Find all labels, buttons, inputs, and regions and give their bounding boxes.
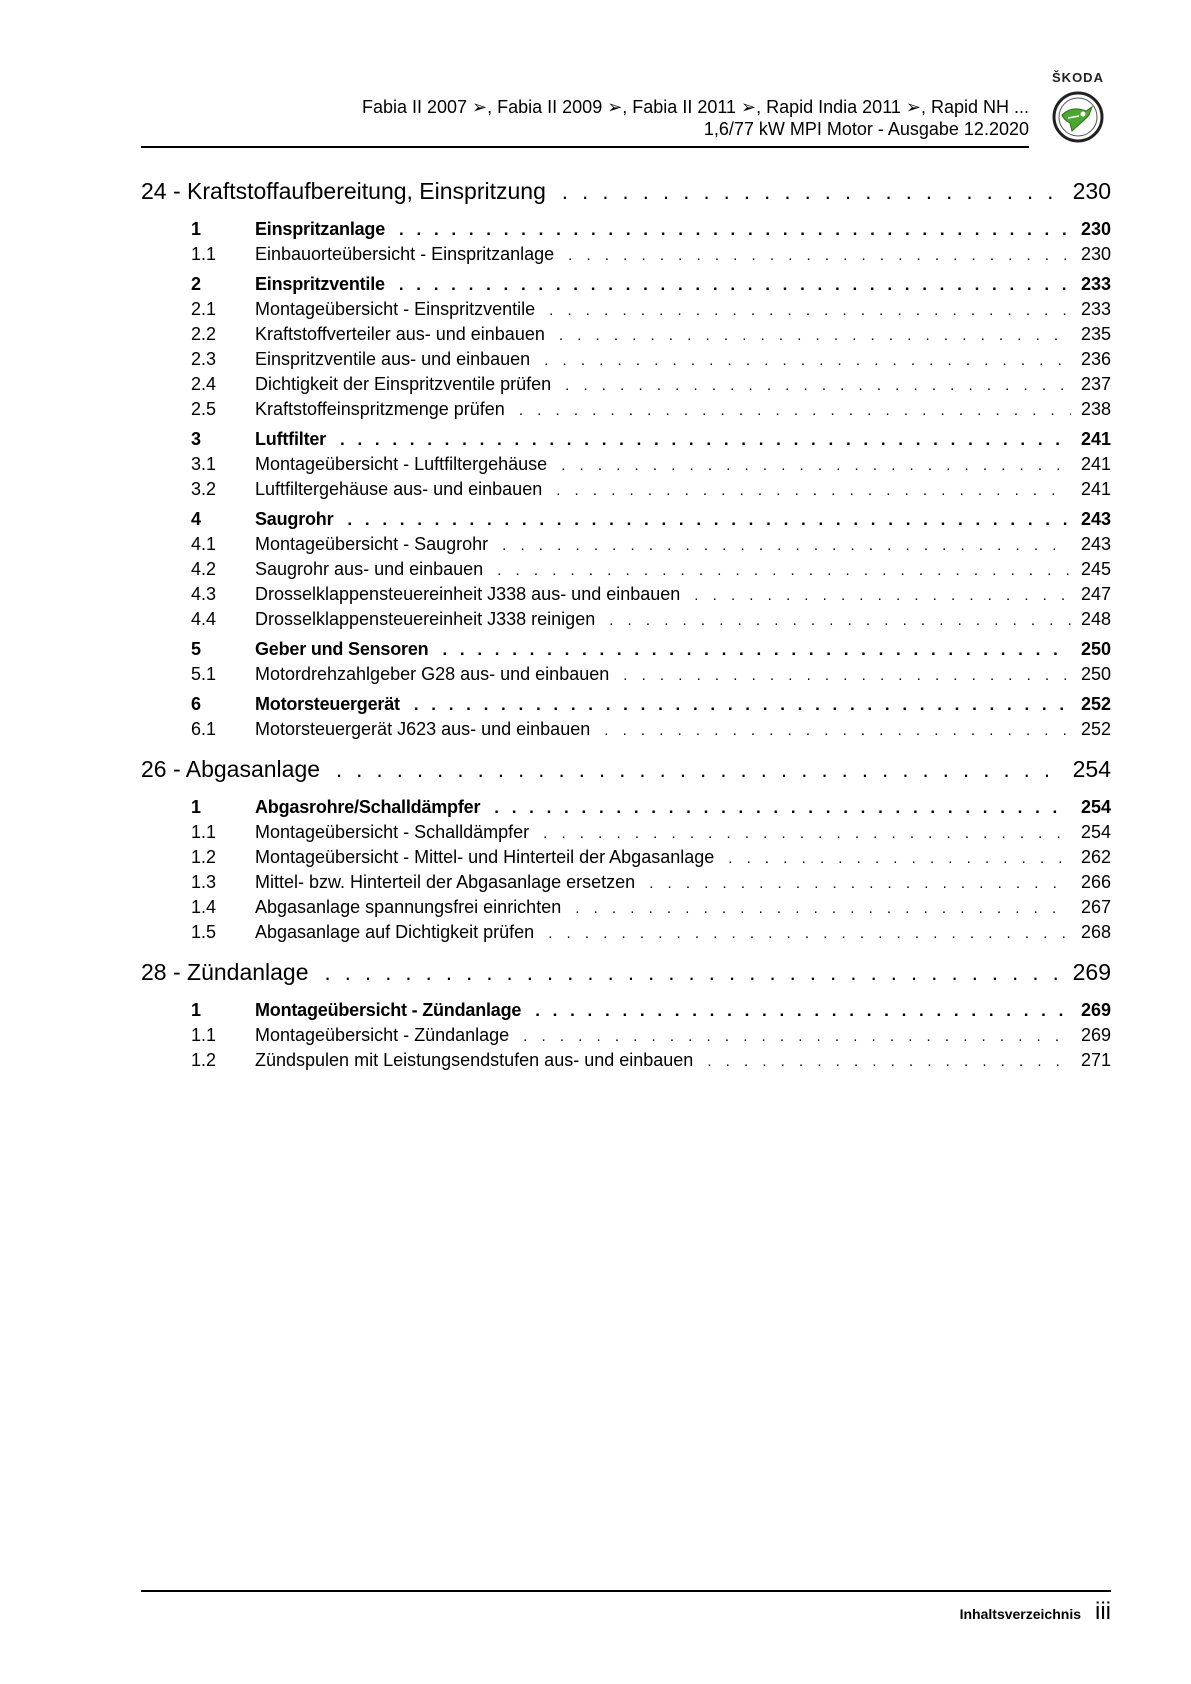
toc-entry-number: 5.1 xyxy=(191,664,217,684)
toc-entry-page: 241 xyxy=(1080,479,1111,499)
toc-entry-page: 271 xyxy=(1080,1050,1111,1070)
toc-entry-title: Drosselklappensteuereinheit J338 reinigen xyxy=(255,609,596,629)
dot-leader xyxy=(399,275,1071,295)
toc-entry-number: 3.1 xyxy=(191,454,217,474)
toc-entry-page: 254 xyxy=(1080,797,1111,817)
toc-entry-title: Motorsteuergerät J623 aus- und einbauen xyxy=(255,719,591,739)
toc-entry-title: Einspritzanlage xyxy=(255,219,386,239)
toc-entry-title: Abgasrohre/Schalldämpfer xyxy=(255,797,481,817)
footer-section-label: Inhaltsverzeichnis xyxy=(959,1606,1081,1622)
dot-leader xyxy=(649,875,1071,892)
dot-leader xyxy=(548,925,1071,942)
toc-entry-page: 266 xyxy=(1080,872,1111,892)
toc-entry-title: Luftfiltergehäuse aus- und einbauen xyxy=(255,479,543,499)
toc-subsection-entry[interactable] xyxy=(141,349,1111,374)
toc-entry-number: 4.1 xyxy=(191,534,217,554)
toc-entry-page: 233 xyxy=(1080,274,1111,294)
toc-subsection-entry[interactable] xyxy=(141,399,1111,424)
toc-entry-page: 235 xyxy=(1080,324,1111,344)
toc-entry-number: 5 xyxy=(191,639,202,659)
brand-block xyxy=(1045,70,1111,143)
header-engine-edition: 1,6/77 kW MPI Motor - Ausgabe 12.2020 xyxy=(703,119,1029,139)
toc-entry-number: 2.4 xyxy=(191,374,217,394)
toc-chapter-title: 28 - Zündanlage xyxy=(141,959,309,985)
toc-entry-number: 1.1 xyxy=(191,244,217,264)
dot-leader xyxy=(728,850,1071,867)
toc-entry-number: 2 xyxy=(191,274,202,294)
toc-entry-number: 1 xyxy=(191,1000,202,1020)
dot-leader xyxy=(497,562,1071,579)
dot-leader xyxy=(544,352,1071,369)
toc-subsection-entry[interactable] xyxy=(141,822,1111,847)
toc-entry-title: Dichtigkeit der Einspritzventile prüfen xyxy=(255,374,552,394)
toc-subsection-entry[interactable] xyxy=(141,847,1111,872)
dot-leader xyxy=(561,457,1071,474)
toc-section-entry[interactable] xyxy=(141,1000,1111,1025)
toc-entry-number: 2.1 xyxy=(191,299,217,319)
dot-leader xyxy=(519,402,1071,419)
toc-subsection-entry[interactable] xyxy=(141,454,1111,479)
brand-wordmark: ŠKODA xyxy=(1052,70,1104,85)
toc-entry-number: 1 xyxy=(191,797,202,817)
dot-leader xyxy=(609,612,1071,629)
toc-entry-number: 1.3 xyxy=(191,872,217,892)
toc-entry-number: 6.1 xyxy=(191,719,217,739)
toc-entry-number: 1.5 xyxy=(191,922,217,942)
toc-entry-number: 3.2 xyxy=(191,479,217,499)
toc-entry-title: Montageübersicht - Zündanlage xyxy=(255,1000,522,1020)
page-header xyxy=(141,60,1111,148)
dot-leader xyxy=(707,1053,1071,1070)
dot-leader xyxy=(502,537,1071,554)
toc-entry-page: 268 xyxy=(1080,922,1111,942)
toc-subsection-entry[interactable] xyxy=(141,479,1111,504)
toc-entry-page: 236 xyxy=(1080,349,1111,369)
header-models: Fabia II 2007 ➢, Fabia II 2009 ➢, Fabia II 2011 ➢, Rapid India 2011 ➢, Rapid NH ... xyxy=(361,97,1029,117)
toc-subsection-entry[interactable] xyxy=(141,374,1111,399)
dot-leader xyxy=(559,327,1071,344)
toc-entry-page: 269 xyxy=(1080,1000,1111,1020)
toc-subsection-entry[interactable] xyxy=(141,1050,1111,1075)
toc-section-entry[interactable] xyxy=(141,219,1111,244)
dot-leader xyxy=(543,825,1071,842)
toc-entry-title: Einbauorteübersicht - Einspritzanlage xyxy=(255,244,555,264)
dot-leader xyxy=(442,640,1071,660)
toc-entry-title: Mittel- bzw. Hinterteil der Abgasanlage ersetzen xyxy=(255,872,636,892)
toc-subsection-entry[interactable] xyxy=(141,584,1111,609)
toc-subsection-entry[interactable] xyxy=(141,244,1111,269)
toc-entry-number: 3 xyxy=(191,429,202,449)
toc-chapter-entry[interactable] xyxy=(141,959,1111,995)
toc-entry-title: Saugrohr xyxy=(255,509,334,529)
toc-entry-title: Montageübersicht - Luftfiltergehäuse xyxy=(255,454,548,474)
toc-entry-page: 245 xyxy=(1080,559,1111,579)
toc-entry-number: 1.1 xyxy=(191,1025,217,1045)
toc-entry-page: 267 xyxy=(1080,897,1111,917)
toc-entry-number: 6 xyxy=(191,694,202,714)
toc-subsection-entry[interactable] xyxy=(141,559,1111,584)
toc-section-entry[interactable] xyxy=(141,429,1111,454)
toc-entry-title: Montageübersicht - Schalldämpfer xyxy=(255,822,530,842)
toc-entry-title: Montageübersicht - Zündanlage xyxy=(255,1025,510,1045)
toc-chapter-page: 254 xyxy=(1072,756,1111,782)
toc-entry-number: 1.2 xyxy=(191,1050,217,1070)
toc-entry-title: Abgasanlage auf Dichtigkeit prüfen xyxy=(255,922,535,942)
toc-entry-page: 250 xyxy=(1080,664,1111,684)
toc-entry-title: Montageübersicht - Mittel- und Hinterteil der Abgasanlage xyxy=(255,847,715,867)
toc-entry-number: 2.3 xyxy=(191,349,217,369)
toc-entry-number: 1.4 xyxy=(191,897,217,917)
toc-entry-title: Luftfilter xyxy=(255,429,326,449)
toc-subsection-entry[interactable] xyxy=(141,534,1111,559)
toc-section-entry[interactable] xyxy=(141,509,1111,534)
toc-entry-title: Geber und Sensoren xyxy=(255,639,429,659)
toc-entry-title: Drosselklappensteuereinheit J338 aus- und einbauen xyxy=(255,584,681,604)
page-footer xyxy=(960,1598,1111,1626)
toc-entry-number: 4 xyxy=(191,509,202,529)
dot-leader xyxy=(336,757,1063,783)
toc-entry-title: Kraftstoffeinspritzmenge prüfen xyxy=(255,399,505,419)
toc-chapter-entry[interactable] xyxy=(141,178,1111,214)
toc-entry-title: Montageübersicht - Saugrohr xyxy=(255,534,489,554)
dot-leader xyxy=(604,722,1071,739)
dot-leader xyxy=(694,587,1071,604)
toc-entry-number: 4.4 xyxy=(191,609,217,629)
toc-entry-title: Saugrohr aus- und einbauen xyxy=(255,559,484,579)
dot-leader xyxy=(549,302,1071,319)
toc-entry-title: Zündspulen mit Leistungsendstufen aus- und einbauen xyxy=(255,1050,694,1070)
dot-leader xyxy=(535,1001,1071,1021)
toc-entry-number: 4.3 xyxy=(191,584,217,604)
toc-subsection-entry[interactable] xyxy=(141,1025,1111,1050)
toc-subsection-entry[interactable] xyxy=(141,324,1111,349)
toc-chapter xyxy=(141,959,1111,1075)
toc-subsection-entry[interactable] xyxy=(141,872,1111,897)
toc-chapter xyxy=(141,178,1111,744)
dot-leader xyxy=(325,960,1063,986)
toc-entry-page: 230 xyxy=(1080,219,1111,239)
toc-subsection-entry[interactable] xyxy=(141,609,1111,634)
toc-entry-page: 243 xyxy=(1080,534,1111,554)
toc-entry-title: Kraftstoffverteiler aus- und einbauen xyxy=(255,324,545,344)
toc-entry-page: 247 xyxy=(1080,584,1111,604)
toc-section-entry[interactable] xyxy=(141,274,1111,299)
footer-page-number: iii xyxy=(1095,1598,1111,1625)
toc-entry-title: Einspritzventile xyxy=(255,274,385,294)
toc-section-entry[interactable] xyxy=(141,694,1111,719)
toc-section-entry[interactable] xyxy=(141,797,1111,822)
toc-chapter-entry[interactable] xyxy=(141,756,1111,792)
toc-chapter-title: 24 - Kraftstoffaufbereitung, Einspritzung xyxy=(141,178,546,204)
toc-entry-page: 250 xyxy=(1080,639,1111,659)
toc-chapter-page: 269 xyxy=(1072,959,1111,985)
toc-entry-title: Motorsteuergerät xyxy=(255,694,400,714)
toc-section-entry[interactable] xyxy=(141,639,1111,664)
skoda-logo-icon xyxy=(1052,91,1104,143)
toc-entry-title: Montageübersicht - Einspritzventile xyxy=(255,299,536,319)
toc-entry-page: 237 xyxy=(1080,374,1111,394)
toc-entry-page: 243 xyxy=(1080,509,1111,529)
toc-entry-number: 2.5 xyxy=(191,399,217,419)
footer-divider xyxy=(141,1590,1111,1592)
toc-subsection-entry[interactable] xyxy=(141,897,1111,922)
toc-entry-page: 262 xyxy=(1080,847,1111,867)
toc-chapter-title: 26 - Abgasanlage xyxy=(141,756,321,782)
toc-subsection-entry[interactable] xyxy=(141,664,1111,689)
dot-leader xyxy=(556,482,1071,499)
dot-leader xyxy=(347,510,1071,530)
toc-entry-page: 254 xyxy=(1080,822,1111,842)
toc-entry-page: 238 xyxy=(1080,399,1111,419)
header-title-block xyxy=(362,96,1029,140)
toc-subsection-entry[interactable] xyxy=(141,299,1111,324)
dot-leader xyxy=(575,900,1071,917)
toc-chapter xyxy=(141,756,1111,947)
toc-entry-page: 230 xyxy=(1080,244,1111,264)
toc-entry-title: Abgasanlage spannungsfrei einrichten xyxy=(255,897,562,917)
toc-entry-number: 1 xyxy=(191,219,202,239)
toc-entry-page: 252 xyxy=(1080,694,1111,714)
toc-entry-title: Motordrehzahlgeber G28 aus- und einbauen xyxy=(255,664,610,684)
toc-entry-title: Einspritzventile aus- und einbauen xyxy=(255,349,531,369)
dot-leader xyxy=(562,179,1063,205)
dot-leader xyxy=(494,798,1071,818)
toc-entry-number: 4.2 xyxy=(191,559,217,579)
table-of-contents xyxy=(141,178,1111,1075)
toc-entry-page: 269 xyxy=(1080,1025,1111,1045)
dot-leader xyxy=(623,667,1071,684)
header-divider xyxy=(141,146,1029,148)
dot-leader xyxy=(565,377,1071,394)
toc-entry-number: 1.2 xyxy=(191,847,217,867)
toc-entry-page: 248 xyxy=(1080,609,1111,629)
toc-chapter-page: 230 xyxy=(1072,178,1111,204)
toc-entry-page: 241 xyxy=(1080,454,1111,474)
dot-leader xyxy=(568,247,1071,264)
toc-subsection-entry[interactable] xyxy=(141,922,1111,947)
toc-subsection-entry[interactable] xyxy=(141,719,1111,744)
toc-entry-number: 2.2 xyxy=(191,324,217,344)
dot-leader xyxy=(414,695,1071,715)
toc-entry-page: 233 xyxy=(1080,299,1111,319)
toc-entry-number: 1.1 xyxy=(191,822,217,842)
toc-entry-page: 241 xyxy=(1080,429,1111,449)
dot-leader xyxy=(340,430,1071,450)
dot-leader xyxy=(399,220,1071,240)
toc-entry-page: 252 xyxy=(1080,719,1111,739)
dot-leader xyxy=(523,1028,1071,1045)
